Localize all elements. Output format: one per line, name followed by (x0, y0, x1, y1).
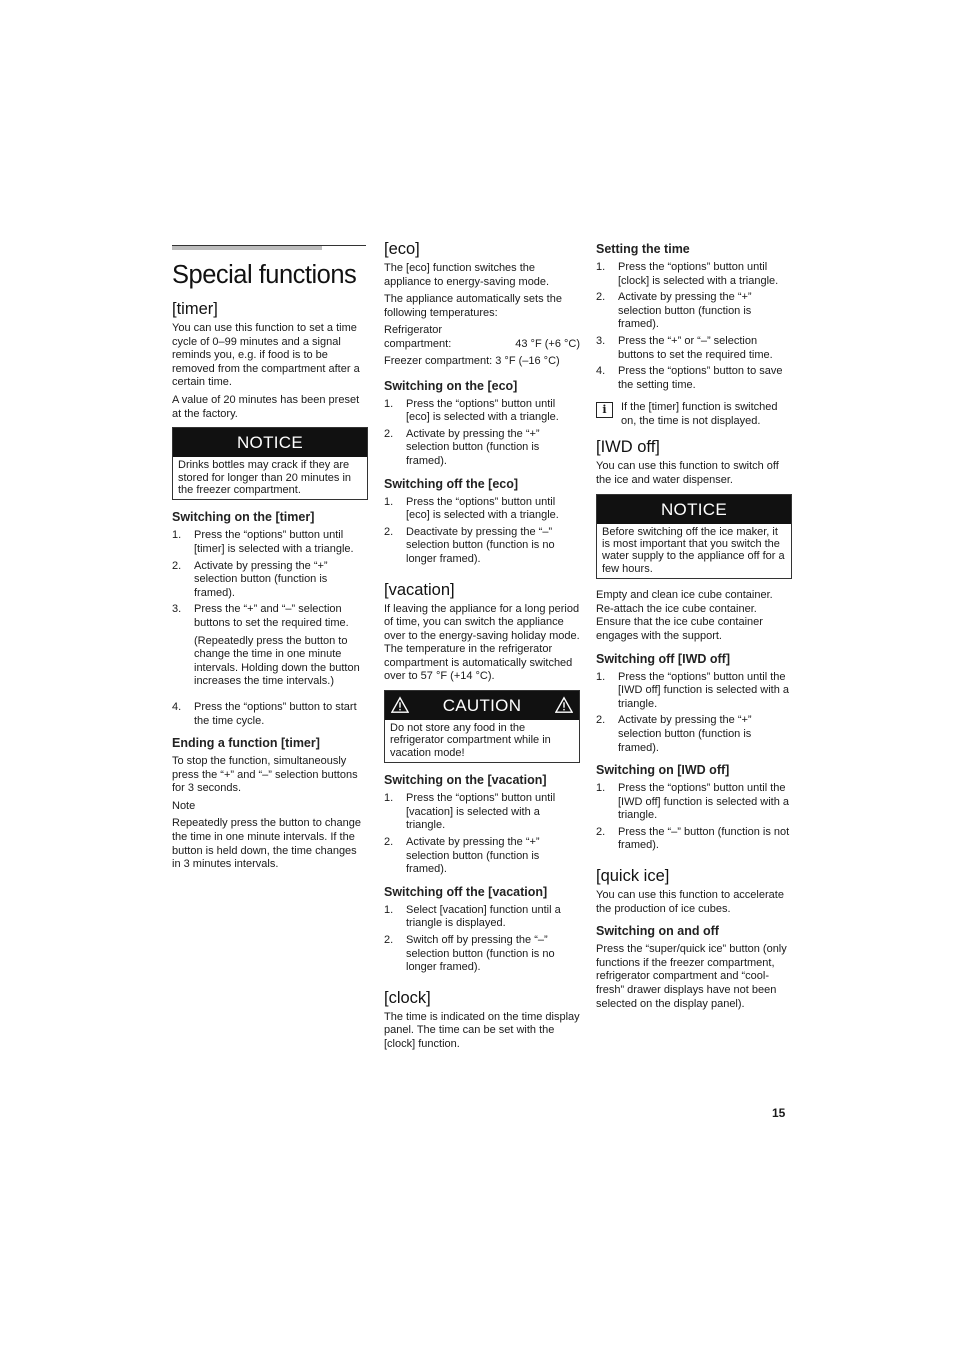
eco-on-steps (384, 398, 580, 469)
warning-icon (391, 696, 409, 714)
timer-intro: You can use this function to set a time cycle of 0–99 minutes and a signal reminds you, e.g. if food is to be removed from the compartment after a certain time. (172, 322, 360, 389)
notice-box-iwd (596, 494, 792, 580)
list-item: 2. Activate by pressing the “+” selection button (function is framed). (172, 559, 328, 599)
list-item: 2. Press the “–” button (function is not framed). (596, 825, 790, 852)
eco-off-steps (384, 496, 580, 567)
list-item: 1. Select [vacation] function until a triangle is displayed. (384, 903, 561, 930)
list-item: 1. Press the “options” button until [eco] is selected with a triangle. (384, 397, 559, 424)
list-item: 1. Press the “options” button until [clock] is selected with a triangle. (596, 261, 779, 287)
vacation-heading: [vacation] (384, 580, 455, 599)
iwd-cleaning: Empty and clean ice cube container. Re-attach the ice cube container. Ensure that the ice cube container engages with the support. (596, 589, 773, 642)
iwd-off-steps (596, 671, 792, 756)
warning-icon (555, 696, 573, 714)
list-item: 2. Activate by pressing the “+” selection button (function is framed). (596, 714, 752, 754)
vacation-off-steps (384, 904, 580, 975)
list-item: 2. Activate by pressing the “+” selection button (function is framed). (384, 836, 540, 876)
list-item: 2. Deactivate by pressing the “–” selection button (function is no longer framed). (384, 525, 555, 565)
caution-header: CAUTION (385, 691, 579, 720)
list-item: 4. Press the “options” button to save the setting time. (596, 365, 783, 391)
eco-on-heading: Switching on the [eco] (384, 378, 518, 393)
list-item: 2. Activate by pressing the “+” selection button (function is framed). (384, 427, 540, 467)
column-left (172, 240, 368, 876)
vacation-intro: If leaving the appliance for a long period of time, you can switch the appliance over to the energy-saving holiday mode. The temperature in the refrigerator compartment is automatically switched over to 57 °F (+14 °C). (384, 602, 580, 683)
fridge-temp-row: compartment: 43 °F (+6 °C) (384, 337, 580, 350)
iwd-heading: [IWD off] (596, 438, 660, 457)
fridge-temp: 43 °F (+6 °C) (515, 337, 580, 350)
fridge-label: Refrigerator (384, 324, 443, 337)
list-item: 3. Press the “+” and “–” selection buttons to set the required time. (Repeatedly press the button to change the time in one minute intervals. Holding down the button increases the time intervals.) (172, 603, 368, 689)
timer-on-steps (172, 529, 368, 728)
list-item: 1. Press the “options” button until the [IWD off] function is selected with a triangle. (596, 782, 789, 822)
vacation-on-steps (384, 792, 580, 877)
timer-preset: A value of 20 minutes has been preset at the factory. (172, 393, 360, 420)
notice-box-timer (172, 427, 368, 500)
eco-intro: The [eco] function switches the appliance to energy-saving mode. (384, 262, 550, 288)
list-item: 2. Activate by pressing the “+” selection button (function is framed). (596, 291, 752, 331)
clock-heading: [clock] (384, 988, 431, 1007)
quick-ice-sub-heading: Switching on and off (596, 924, 719, 939)
freezer-temp: Freezer compartment: 3 °F (–16 °C) (384, 354, 560, 367)
notice-header: NOTICE (173, 428, 367, 457)
list-item: 1. Press the “options” button until the [IWD off] function is selected with a triangle. (596, 670, 789, 710)
info-icon: i (596, 402, 613, 418)
list-item: 1. Press the “options” button until [timer] is selected with a triangle. (172, 529, 354, 555)
quick-ice-text: Press the “super/quick ice” button (only functions if the freezer compartment, refrigerator compartment and “cool-fresh” drawer displays have not been selected on the display panel). (596, 943, 787, 1010)
list-item: 1. Press the “options” button until [vacation] is selected with a triangle. (384, 792, 556, 832)
eco-heading: [eco] (384, 240, 420, 258)
note-text: Repeatedly press the button to change the time in one minute intervals. If the button is held down, the time changes in 3 minutes intervals. (172, 817, 361, 871)
clock-intro: The time is indicated on the time display panel. The time can be set with the [clock] function. (384, 1010, 580, 1050)
caution-box (384, 690, 580, 763)
note-label: Note (172, 799, 196, 812)
vacation-off-heading: Switching off the [vacation] (384, 884, 548, 899)
notice-body: Drinks bottles may crack if they are stored for longer than 20 minutes in the freezer compartment. (178, 459, 352, 496)
quick-ice-heading: [quick ice] (596, 867, 670, 886)
iwd-intro: You can use this function to switch off the ice and water dispenser. (596, 460, 779, 486)
column-middle (384, 240, 580, 1056)
iwd-on-steps (596, 782, 792, 853)
column-right (596, 240, 792, 1015)
caution-body: Do not store any food in the refrigerator compartment while in vacation mode! (390, 722, 551, 759)
list-item: 2. Switch off by pressing the “–” selection button (function is no longer framed). (384, 934, 555, 974)
quick-ice-intro: You can use this function to accelerate the production of ice cubes. (596, 889, 784, 915)
timer-heading: [timer] (172, 300, 218, 318)
list-item: 3. Press the “+” or “–” selection buttons to set the required time. (596, 334, 773, 361)
timer-on-heading: Switching on the [timer] (172, 510, 315, 525)
notice-header: NOTICE (597, 495, 791, 524)
iwd-on-heading: Switching on [IWD off] (596, 763, 730, 778)
eco-temps-intro: The appliance automatically sets the following temperatures: (384, 293, 562, 319)
vacation-on-heading: Switching on the [vacation] (384, 773, 547, 788)
step-note: (Repeatedly press the button to change the time in one minute intervals. Holding down the button increases the time intervals.) (194, 634, 360, 688)
notice-body: Before switching off the ice maker, it is most important that you switch the water supply to the appliance off for a few hours. (602, 525, 785, 575)
set-time-heading: Setting the time (596, 242, 690, 256)
info-note: i If the [timer] function is switched on, the time is not displayed. (596, 400, 792, 428)
eco-off-heading: Switching off the [eco] (384, 476, 519, 491)
timer-end-heading: Ending a function [timer] (172, 736, 320, 751)
list-item: 1. Press the “options” button until [eco] is selected with a triangle. (384, 495, 559, 522)
timer-end-text: To stop the function, simultaneously press the “+” and “–” selection buttons for 3 seconds. (172, 755, 358, 795)
set-time-steps (596, 261, 792, 392)
iwd-off-heading: Switching off [IWD off] (596, 651, 730, 666)
list-item: 4. Press the “options” button to start the time cycle. (172, 700, 357, 727)
page-number: 15 (772, 1106, 786, 1120)
header-rule (172, 240, 368, 247)
page-title: Special functions (172, 261, 357, 289)
